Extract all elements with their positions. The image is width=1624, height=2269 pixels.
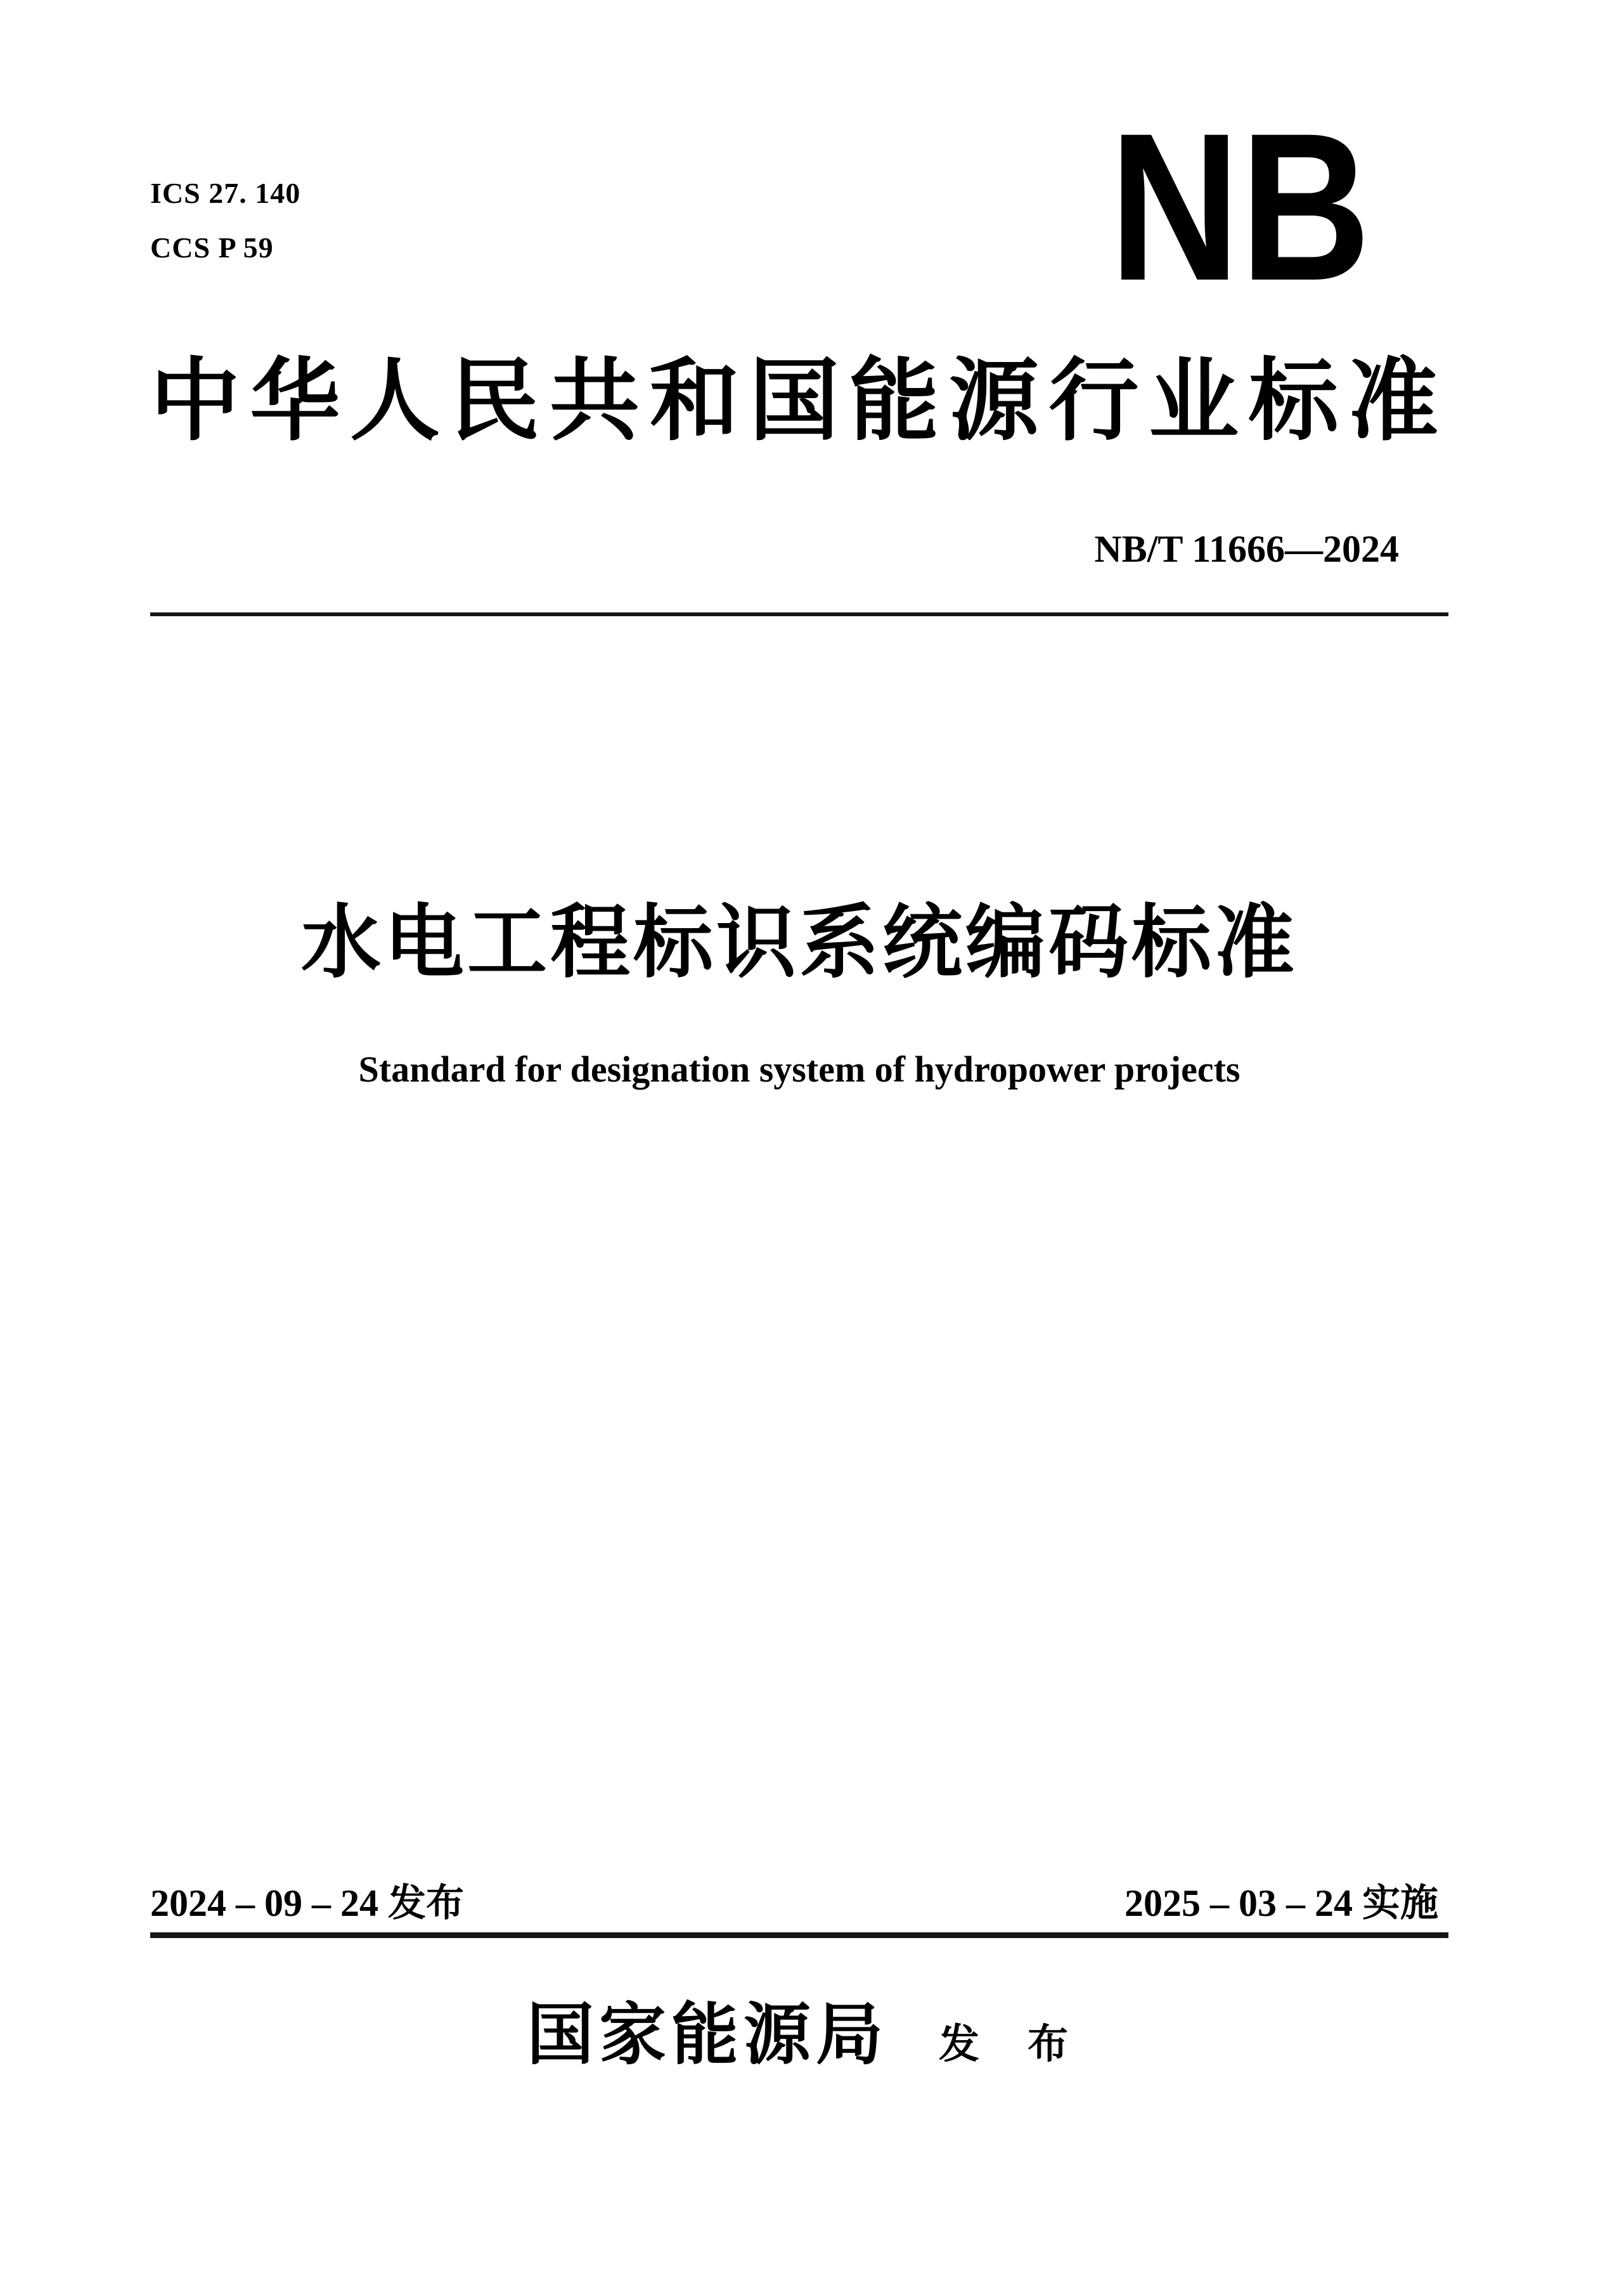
- standard-number: NB/T 11666—2024: [1094, 528, 1399, 570]
- footer-divider-rule: [150, 1932, 1448, 1938]
- document-title-zh: 水电工程标识系统编码标准: [301, 898, 1298, 987]
- ccs-code: CCS P 59: [150, 231, 274, 264]
- publisher-name: 国家能源局: [527, 1998, 888, 2072]
- publisher-row: [150, 1998, 1448, 2072]
- nb-logo: NB: [1109, 89, 1371, 325]
- date-row: [150, 1884, 1438, 1922]
- header-divider-rule: [150, 612, 1448, 616]
- document-title-en: Standard for designation system of hydropower projects: [358, 1049, 1241, 1090]
- classification-codes: [150, 166, 300, 275]
- publish-action-label: 发 布: [939, 2022, 1072, 2067]
- ics-code: ICS 27. 140: [150, 177, 301, 209]
- implementation-date: 2025 – 03 – 24 实施: [1125, 1882, 1438, 1924]
- national-standard-heading: 中 华 人 民 共 和 国 能 源 行 业 标 准: [150, 351, 1438, 451]
- issue-date: 2024 – 09 – 24 发布: [150, 1882, 464, 1924]
